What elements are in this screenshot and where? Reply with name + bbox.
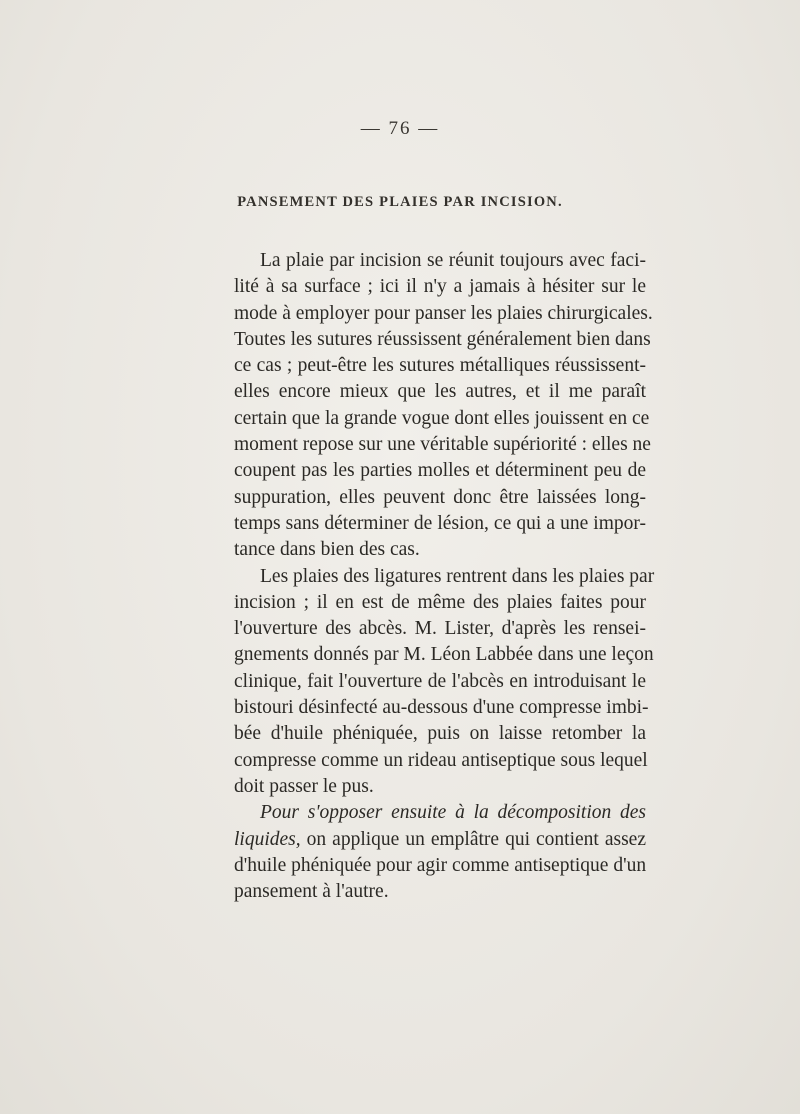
text-line: pansement à l'autre. <box>234 881 389 903</box>
text-line: incision ; il en est de même des plaies faites pour <box>234 591 646 613</box>
text-line: gnements donnés par M. Léon Labbée dans une leçon <box>234 644 654 666</box>
text-line: mode à employer pour panser les plaies chirurgicales. <box>234 302 653 324</box>
text-line: clinique, fait l'ouverture de l'abcès en introduisant le <box>234 670 646 692</box>
italic-text: liquides, <box>234 828 301 850</box>
text-line: doit passer le pus. <box>234 775 374 797</box>
text-line: liquides, on applique un emplâtre qui contient assez <box>234 828 646 850</box>
text-line: temps sans déterminer de lésion, ce qui a une impor- <box>234 512 646 534</box>
text-line: coupent pas les parties molles et déterminent peu de <box>234 460 646 482</box>
body-text <box>234 248 655 905</box>
text-line: suppuration, elles peuvent donc être laissées long- <box>234 486 646 508</box>
text-line: bée d'huile phéniquée, puis on laisse retomber la <box>234 723 646 745</box>
text-line: lité à sa surface ; ici il n'y a jamais à hésiter sur le <box>234 276 646 298</box>
text-line: Les plaies des ligatures rentrent dans les plaies par <box>260 565 655 587</box>
text-line: La plaie par incision se réunit toujours avec faci- <box>260 250 646 271</box>
text-line: bistouri désinfecté au-dessous d'une compresse imbi- <box>234 697 649 719</box>
text-line: d'huile phéniquée pour agir comme antiseptique d'un <box>234 854 647 876</box>
text-line: tance dans bien des cas. <box>234 539 420 561</box>
text-line: elles encore mieux que les autres, et il me paraît <box>234 381 646 403</box>
text-line: Pour s'opposer ensuite à la décomposition des <box>260 802 646 824</box>
text-line: certain que la grande vogue dont elles jouissent en ce <box>234 407 650 429</box>
text-line: Toutes les sutures réussissent généralement bien dans <box>234 328 651 350</box>
text-line: ce cas ; peut-être les sutures métalliques réussissent- <box>234 355 646 377</box>
section-heading: PANSEMENT DES PLAIES PAR INCISION. <box>237 194 563 210</box>
text-line: compresse comme un rideau antiseptique sous lequel <box>234 749 648 771</box>
text-line: moment repose sur une véritable supériorité : elles ne <box>234 434 651 456</box>
text-line: l'ouverture des abcès. M. Lister, d'après les rensei- <box>234 618 646 640</box>
page-number: — 76 — <box>360 118 440 139</box>
